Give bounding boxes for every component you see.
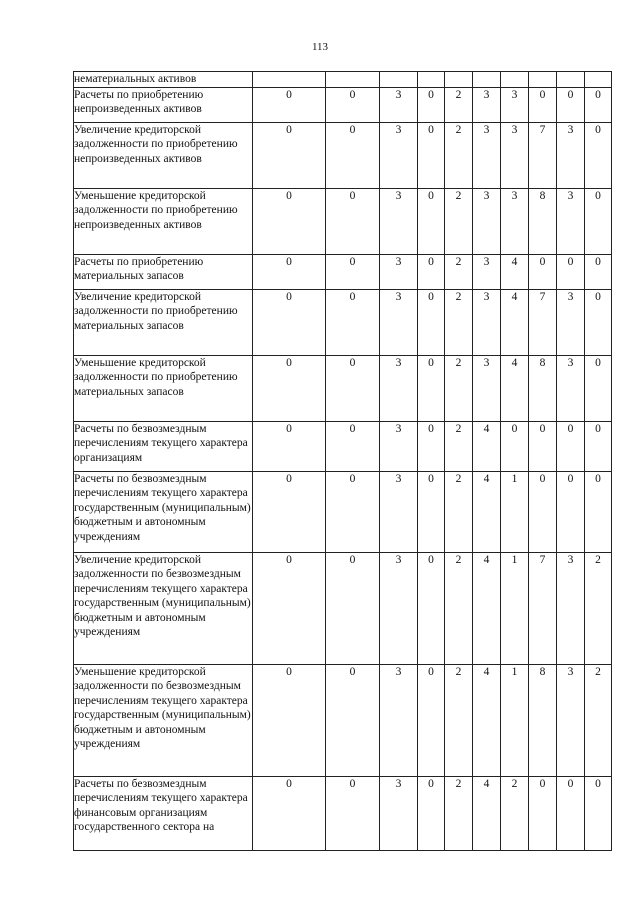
code-digit-cell: 0 xyxy=(585,254,612,289)
page-number: 113 xyxy=(311,41,329,53)
code-digit-cell: 0 xyxy=(585,87,612,122)
code-digit-cell: 7 xyxy=(529,552,557,664)
code-digit-cell: 2 xyxy=(445,87,473,122)
code-digit-cell: 1 xyxy=(501,552,529,664)
code-digit-cell: 0 xyxy=(585,776,612,850)
code-digit-cell: 0 xyxy=(529,776,557,850)
code-digit-cell xyxy=(380,72,418,88)
code-digit-cell: 0 xyxy=(585,355,612,421)
code-digit-cell: 0 xyxy=(557,421,585,471)
code-digit-cell: 3 xyxy=(380,776,418,850)
code-digit-cell: 3 xyxy=(557,188,585,254)
code-digit-cell: 4 xyxy=(473,552,501,664)
code-digit-cell: 0 xyxy=(557,471,585,552)
code-digit-cell: 0 xyxy=(253,188,326,254)
code-digit-cell: 1 xyxy=(501,471,529,552)
code-digit-cell xyxy=(445,72,473,88)
account-description: нематериальных активов xyxy=(74,72,253,88)
code-digit-cell: 0 xyxy=(529,254,557,289)
account-description: Расчеты по безвозмездным перечислениям текущего характера финансовым организациям государственного сектора на xyxy=(74,776,253,850)
code-digit-cell: 0 xyxy=(253,421,326,471)
code-digit-cell: 1 xyxy=(501,664,529,776)
account-description: Расчеты по безвозмездным перечислениям текущего характера государственным (муниципальным) бюджетным и автономным учреждениям xyxy=(74,471,253,552)
code-digit-cell: 8 xyxy=(529,355,557,421)
table-row xyxy=(74,355,612,421)
code-digit-cell: 0 xyxy=(253,254,326,289)
code-digit-cell: 0 xyxy=(557,87,585,122)
code-digit-cell: 0 xyxy=(529,87,557,122)
code-digit-cell: 0 xyxy=(585,421,612,471)
code-digit-cell: 2 xyxy=(445,552,473,664)
code-digit-cell: 4 xyxy=(501,254,529,289)
code-digit-cell: 3 xyxy=(557,664,585,776)
code-digit-cell: 0 xyxy=(418,471,445,552)
code-digit-cell: 0 xyxy=(418,122,445,188)
table-row xyxy=(74,776,612,850)
code-digit-cell: 3 xyxy=(473,87,501,122)
code-digit-cell: 7 xyxy=(529,289,557,355)
code-digit-cell: 3 xyxy=(557,552,585,664)
code-digit-cell: 0 xyxy=(585,188,612,254)
code-digit-cell: 4 xyxy=(501,355,529,421)
code-digit-cell xyxy=(557,72,585,88)
code-digit-cell: 0 xyxy=(529,471,557,552)
table-row xyxy=(74,72,612,88)
code-digit-cell: 3 xyxy=(557,289,585,355)
code-digit-cell: 4 xyxy=(501,289,529,355)
code-digit-cell: 2 xyxy=(445,776,473,850)
code-digit-cell: 3 xyxy=(380,471,418,552)
code-digit-cell xyxy=(501,72,529,88)
code-digit-cell: 0 xyxy=(326,87,380,122)
code-digit-cell: 3 xyxy=(501,188,529,254)
code-digit-cell: 0 xyxy=(418,664,445,776)
code-digit-cell: 3 xyxy=(557,355,585,421)
code-digit-cell: 2 xyxy=(445,471,473,552)
code-digit-cell xyxy=(529,72,557,88)
code-digit-cell xyxy=(253,72,326,88)
code-digit-cell: 2 xyxy=(445,664,473,776)
code-digit-cell: 2 xyxy=(445,254,473,289)
code-digit-cell: 0 xyxy=(326,552,380,664)
code-digit-cell: 3 xyxy=(380,188,418,254)
code-digit-cell: 2 xyxy=(445,188,473,254)
code-digit-cell: 2 xyxy=(445,355,473,421)
code-digit-cell: 8 xyxy=(529,188,557,254)
code-digit-cell: 0 xyxy=(418,289,445,355)
code-digit-cell: 0 xyxy=(326,471,380,552)
table-row xyxy=(74,552,612,664)
code-digit-cell: 0 xyxy=(418,776,445,850)
code-digit-cell xyxy=(473,72,501,88)
code-digit-cell: 0 xyxy=(253,355,326,421)
code-digit-cell: 0 xyxy=(585,122,612,188)
code-digit-cell: 8 xyxy=(529,664,557,776)
code-digit-cell: 2 xyxy=(501,776,529,850)
code-digit-cell: 0 xyxy=(253,664,326,776)
table-row xyxy=(74,122,612,188)
code-digit-cell: 2 xyxy=(445,289,473,355)
code-digit-cell: 3 xyxy=(380,552,418,664)
budget-code-table xyxy=(73,71,612,851)
code-digit-cell: 0 xyxy=(253,87,326,122)
code-digit-cell: 0 xyxy=(418,355,445,421)
code-digit-cell: 0 xyxy=(326,289,380,355)
code-digit-cell: 3 xyxy=(557,122,585,188)
code-digit-cell: 0 xyxy=(326,188,380,254)
code-digit-cell: 0 xyxy=(585,289,612,355)
code-digit-cell: 7 xyxy=(529,122,557,188)
code-digit-cell: 3 xyxy=(380,664,418,776)
code-digit-cell: 3 xyxy=(473,188,501,254)
code-digit-cell: 3 xyxy=(380,122,418,188)
code-digit-cell: 0 xyxy=(253,289,326,355)
code-digit-cell: 3 xyxy=(380,421,418,471)
code-digit-cell: 3 xyxy=(380,355,418,421)
table-row xyxy=(74,87,612,122)
code-digit-cell: 0 xyxy=(253,552,326,664)
code-digit-cell: 3 xyxy=(473,289,501,355)
code-digit-cell: 3 xyxy=(380,87,418,122)
code-digit-cell: 4 xyxy=(473,471,501,552)
code-digit-cell: 3 xyxy=(501,87,529,122)
code-digit-cell: 0 xyxy=(326,355,380,421)
code-digit-cell: 3 xyxy=(473,122,501,188)
code-digit-cell: 0 xyxy=(418,421,445,471)
code-digit-cell xyxy=(326,72,380,88)
account-description: Расчеты по приобретению материальных запасов xyxy=(74,254,253,289)
account-description: Увеличение кредиторской задолженности по приобретению материальных запасов xyxy=(74,289,253,355)
code-digit-cell xyxy=(585,72,612,88)
table-row xyxy=(74,471,612,552)
table-row xyxy=(74,664,612,776)
code-digit-cell: 0 xyxy=(253,471,326,552)
code-digit-cell: 3 xyxy=(380,289,418,355)
code-digit-cell: 0 xyxy=(326,664,380,776)
table-row xyxy=(74,188,612,254)
code-digit-cell xyxy=(418,72,445,88)
table-row xyxy=(74,421,612,471)
account-description: Уменьшение кредиторской задолженности по безвозмездным перечислениям текущего характера государственным (муниципальным) бюджетным и автономным учреждениям xyxy=(74,664,253,776)
table-body xyxy=(74,72,612,851)
code-digit-cell: 0 xyxy=(418,188,445,254)
code-digit-cell: 2 xyxy=(585,552,612,664)
account-description: Расчеты по безвозмездным перечислениям текущего характера организациям xyxy=(74,421,253,471)
code-digit-cell: 4 xyxy=(473,776,501,850)
code-digit-cell: 0 xyxy=(557,254,585,289)
account-description: Уменьшение кредиторской задолженности по приобретению материальных запасов xyxy=(74,355,253,421)
code-digit-cell: 0 xyxy=(418,552,445,664)
code-digit-cell: 0 xyxy=(253,122,326,188)
code-digit-cell: 0 xyxy=(418,254,445,289)
code-digit-cell: 0 xyxy=(253,776,326,850)
code-digit-cell: 0 xyxy=(557,776,585,850)
code-digit-cell: 0 xyxy=(326,776,380,850)
code-digit-cell: 0 xyxy=(585,471,612,552)
code-digit-cell: 3 xyxy=(501,122,529,188)
code-digit-cell: 0 xyxy=(326,254,380,289)
code-digit-cell: 3 xyxy=(380,254,418,289)
table-row xyxy=(74,289,612,355)
code-digit-cell: 2 xyxy=(445,421,473,471)
code-digit-cell: 4 xyxy=(473,421,501,471)
code-digit-cell: 2 xyxy=(585,664,612,776)
code-digit-cell: 3 xyxy=(473,254,501,289)
table-row xyxy=(74,254,612,289)
account-description: Расчеты по приобретению непроизведенных активов xyxy=(74,87,253,122)
account-description: Уменьшение кредиторской задолженности по приобретению непроизведенных активов xyxy=(74,188,253,254)
code-digit-cell: 4 xyxy=(473,664,501,776)
account-description: Увеличение кредиторской задолженности по безвозмездным перечислениям текущего характера государственным (муниципальным) бюджетным и автономным учреждениям xyxy=(74,552,253,664)
code-digit-cell: 0 xyxy=(501,421,529,471)
code-digit-cell: 0 xyxy=(418,87,445,122)
account-description: Увеличение кредиторской задолженности по приобретению непроизведенных активов xyxy=(74,122,253,188)
code-digit-cell: 0 xyxy=(326,122,380,188)
code-digit-cell: 2 xyxy=(445,122,473,188)
code-digit-cell: 3 xyxy=(473,355,501,421)
code-digit-cell: 0 xyxy=(326,421,380,471)
code-digit-cell: 0 xyxy=(529,421,557,471)
